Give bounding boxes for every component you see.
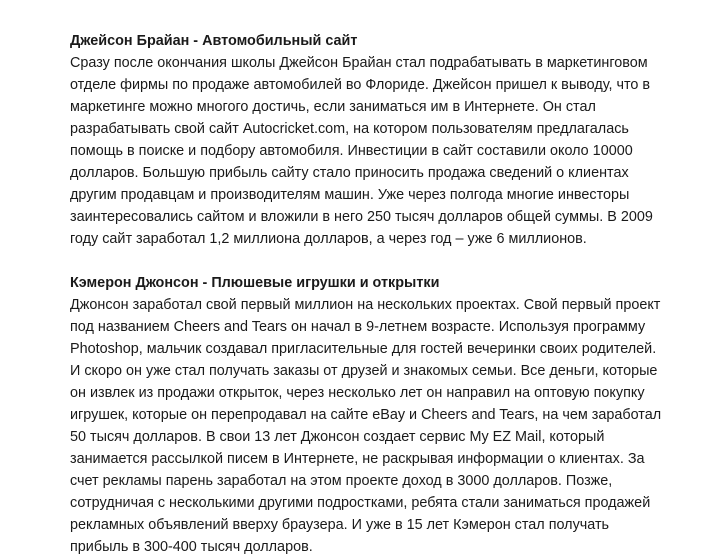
section-paragraph bbox=[70, 294, 690, 558]
paragraph-line: году сайт заработал 1,2 миллиона долларов, а через год – уже 6 миллионов. bbox=[70, 231, 587, 247]
document-page bbox=[70, 30, 690, 558]
paragraph-line: счет рекламы парень заработал на этом проекте доход в 3000 долларов. Позже, bbox=[70, 473, 613, 489]
paragraph-line: игрушек, которые он перепродавал на сайте eBay и Cheers and Tears, на чем заработал bbox=[70, 407, 662, 423]
paragraph-line: отделе фирмы по продаже автомобилей во Флориде. Джейсон пришел к выводу, что в bbox=[70, 77, 651, 93]
section-paragraph bbox=[70, 52, 690, 250]
paragraph-line: 50 тысяч долларов. В свои 13 лет Джонсон создает сервис My EZ Mail, который bbox=[70, 429, 605, 445]
paragraph-line: занимается рассылкой писем в Интернете, не раскрывая информации о клиентах. За bbox=[70, 451, 645, 467]
paragraph-line: он извлек из продажи открыток, через несколько лет он направил на оптовую покупку bbox=[70, 385, 645, 401]
paragraph-line: другим продавцам и производителям машин. Уже через полгода многие инвесторы bbox=[70, 187, 630, 203]
paragraph-line: заинтересовались сайтом и вложили в него 250 тысяч долларов общей суммы. В 2009 bbox=[70, 209, 653, 225]
section-title: Джейсон Брайан - Автомобильный сайт bbox=[70, 33, 358, 49]
paragraph-line: рекламных объявлений вверху браузера. И уже в 15 лет Кэмерон стал получать bbox=[70, 517, 610, 533]
section-jason-brian bbox=[70, 30, 690, 250]
paragraph-line: помощь в поиске и подбору автомобиля. Инвестиции в сайт составили около 10000 bbox=[70, 143, 633, 159]
section-title: Кэмерон Джонсон - Плюшевые игрушки и открытки bbox=[70, 275, 440, 291]
paragraph-line: И скоро он уже стал получать заказы от друзей и знакомых семьи. Все деньги, которые bbox=[70, 363, 658, 379]
paragraph-line: долларов. Большую прибыль сайту стало приносить продажа сведений о клиентах bbox=[70, 165, 629, 181]
paragraph-line: Photoshop, мальчик создавал пригласительные для гостей вечеринки своих родителей. bbox=[70, 341, 657, 357]
paragraph-line: под названием Cheers and Tears он начал в 9-летнем возрасте. Используя программу bbox=[70, 319, 646, 335]
paragraph-line: сотрудничая с несколькими другими подростками, ребята стали заниматься продажей bbox=[70, 495, 651, 511]
paragraph-line: разрабатывать свой сайт Autocricket.com, на котором пользователям предлагалась bbox=[70, 121, 629, 137]
paragraph-line: Джонсон заработал свой первый миллион на нескольких проектах. Свой первый проект bbox=[70, 297, 661, 313]
paragraph-line: маркетинге можно многого достичь, если заниматься им в Интернете. Он стал bbox=[70, 99, 596, 115]
paragraph-line: прибыль в 300-400 тысяч долларов. bbox=[70, 539, 313, 555]
section-cameron-johnson bbox=[70, 272, 690, 558]
paragraph-line: Сразу после окончания школы Джейсон Брайан стал подрабатывать в маркетинговом bbox=[70, 55, 648, 71]
